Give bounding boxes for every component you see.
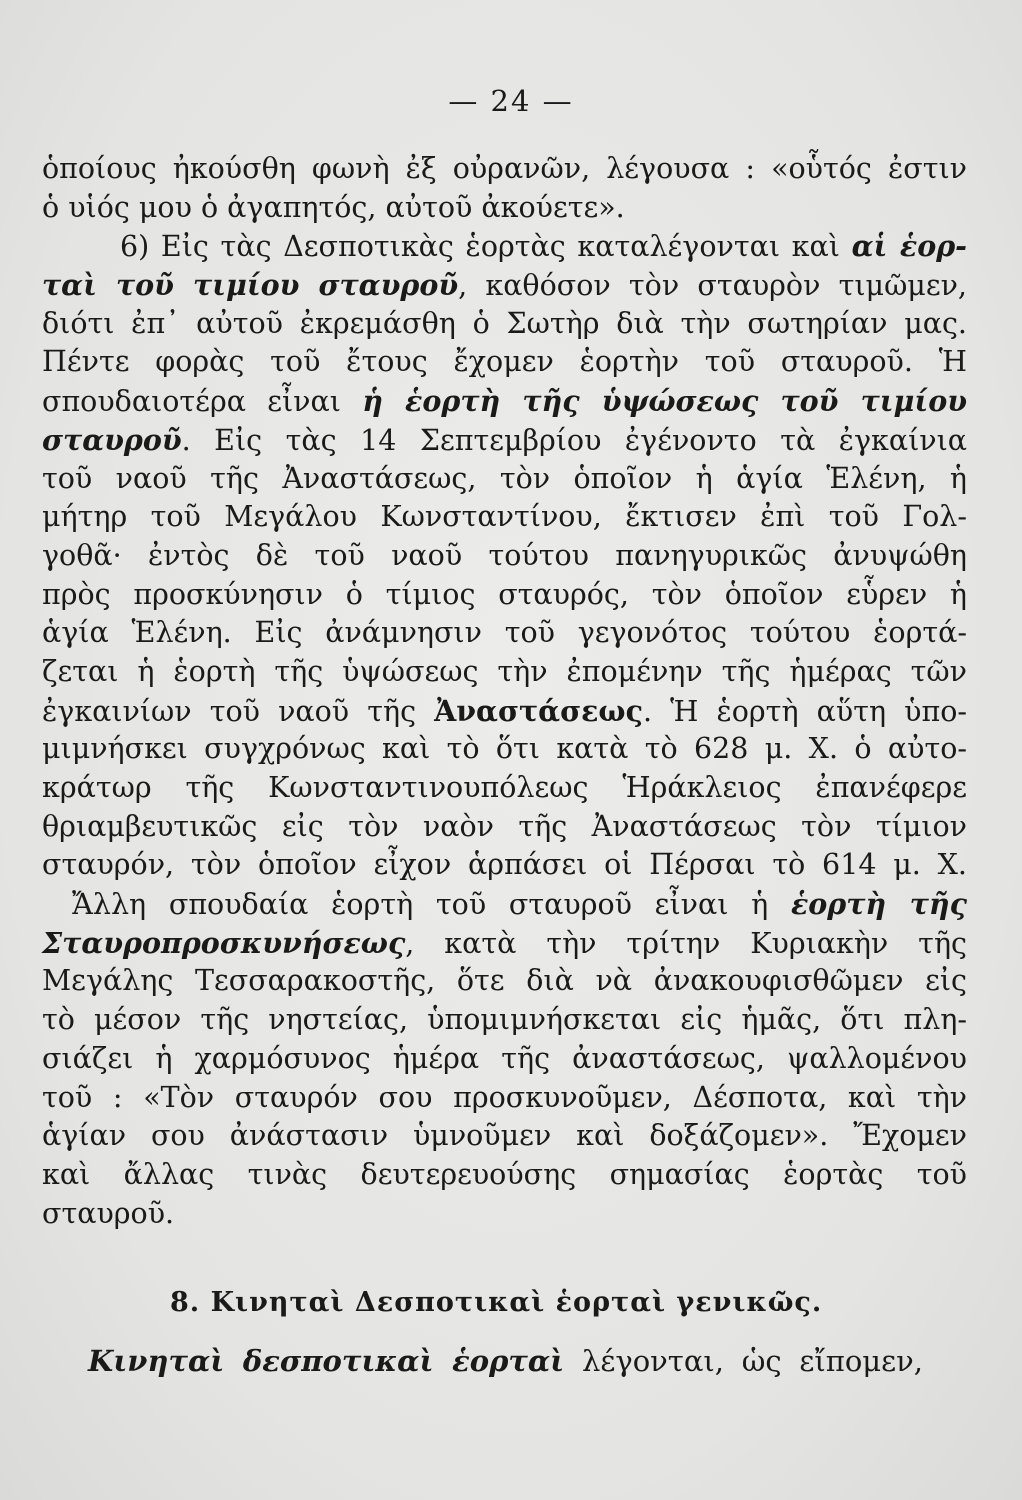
text-run: ἁγία Ἑλένη. Εἰς ἀνάμνησιν τοῦ γεγονότος τούτου ἑορτά- [42,616,967,650]
text-run: σπουδαιοτέρα εἶναι [42,385,363,419]
text-run: κράτωρ τῆς Κωνσταντινουπόλεως Ἡράκλειος ἐπανέφερε [42,771,967,804]
text-run: λέγονται, ὡς εἴπομεν, [564,1344,924,1378]
text-line [42,846,967,885]
text-run: . Ἡ ἑορτὴ αὕτη ὑπο- [642,694,967,728]
emphasized-text: Κινηταὶ δεσποτικαὶ ἑορταὶ [88,1344,565,1378]
text-run: θριαμβευτικῶς εἰς τὸν ναὸν τῆς Ἀναστάσεως τὸν τίμιον [42,809,967,843]
bold-text: Ἀναστάσεως [434,693,643,728]
text-run: ἐγκαινίων τοῦ ναοῦ τῆς [42,694,435,728]
text-run: , κατὰ τὴν τρίτην Κυριακὴν τῆς [405,926,967,960]
emphasized-text: σταυροῦ [42,422,182,457]
emphasized-text: ἑορτὴ τῆς [790,887,968,922]
text-run: 6) Εἰς τὰς Δεσποτικὰς ἑορτὰς καταλέγονται καὶ [120,230,852,264]
section-heading: 8. Κινηταὶ Δεσποτικαὶ ἑορταὶ γενικῶς. [170,1287,823,1318]
text-run: ὁ υἱός μου ὁ ἀγαπητός, αὐτοῦ ἀκούετε». [42,190,625,224]
text-run: Ἄλλη σπουδαία ἑορτὴ τοῦ σταυροῦ εἶναι ἡ [72,888,791,922]
text-run: μιμνήσκει συγχρόνως καὶ τὸ ὅτι κατὰ τὸ 628 μ. Χ. ὁ αὐτο- [42,732,967,766]
text-line [42,576,967,615]
text-line [42,730,967,769]
emphasized-text: Σταυροπροσκυνήσεως [42,925,406,960]
text-run: . Εἰς τὰς 14 Σεπτεμβρίου ἐγένοντο τὰ ἐγκαίνια [181,423,967,457]
emphasized-text: ταὶ τοῦ τιμίου σταυροῦ [42,268,459,303]
text-line [42,227,967,266]
text-line [42,614,967,653]
text-run: Μεγάλης Τεσσαρακοστῆς, ὅτε διὰ νὰ ἀνακουφισθῶμεν εἰς [42,964,967,998]
text-line [42,808,967,847]
text-line [42,885,967,924]
text-line [42,653,967,692]
text-line [42,692,967,731]
text-line [42,1195,967,1234]
text-line [42,924,967,963]
emphasized-text: αἱ ἑορ- [851,229,967,264]
text-run: σιάζει ἡ χαρμόσυνος ἡμέρα τῆς ἀναστάσεως, ψαλλομένου [42,1041,967,1075]
text-run: ἁγίαν σου ἀνάστασιν ὑμνοῦμεν καὶ δοξάζομεν». Ἔχομεν [42,1119,967,1153]
text-line [42,1079,967,1118]
text-line [42,962,967,1001]
text-run: μήτηρ τοῦ Μεγάλου Κωνσταντίνου, ἔκτισεν ἐπὶ τοῦ Γολ- [42,500,967,534]
text-line [42,382,967,421]
text-run: τὸ μέσον τῆς νηστείας, ὑπομιμνήσκεται εἰς ἡμᾶς, ὅτι πλη- [42,1003,967,1037]
page-number: — 24 — [448,84,574,118]
text-run: τοῦ ναοῦ τῆς Ἀναστάσεως, τὸν ὁποῖον ἡ ἁγία Ἑλένη, ἡ [42,461,967,495]
text-line [42,769,967,808]
text-run: γοθᾶ· ἐντὸς δὲ τοῦ ναοῦ τούτου πανηγυρικῶς ἀνυψώθη [42,538,967,572]
text-run: διότι ἐπ᾽ αὐτοῦ ἐκρεμάσθη ὁ Σωτὴρ διὰ τὴν σωτηρίαν μας. [42,306,967,340]
text-line [42,498,967,537]
text-run: τοῦ : «Τὸν σταυρόν σου προσκυνοῦμεν, Δέσποτα, καὶ τὴν [42,1080,967,1114]
text-line [42,1040,967,1079]
text-line [42,343,967,382]
text-line [42,537,967,576]
final-line [88,1344,923,1378]
text-run: σταυροῦ. [42,1196,175,1230]
text-run: , καθόσον τὸν σταυρὸν τιμῶμεν, [458,269,967,303]
text-run: Πέντε φορὰς τοῦ ἔτους ἔχομεν ἑορτὴν τοῦ σταυροῦ. Ἡ [42,345,967,379]
text-line [42,1001,967,1040]
text-line [42,305,967,344]
text-line [42,1156,967,1195]
emphasized-text: ἡ ἑορτὴ τῆς ὑψώσεως τοῦ τιμίου [362,384,967,419]
body-text [42,150,967,1233]
text-line [42,1117,967,1156]
text-run: πρὸς προσκύνησιν ὁ τίμιος σταυρός, τὸν ὁποῖον εὗρεν ἡ [42,577,967,611]
text-line [42,189,967,228]
text-line [42,266,967,305]
text-run: ζεται ἡ ἑορτὴ τῆς ὑψώσεως τὴν ἐπομένην τῆς ἡμέρας τῶν [42,654,967,688]
text-run: καὶ ἄλλας τινὰς δευτερευούσης σημασίας ἑορτὰς τοῦ [42,1157,967,1191]
text-line [42,460,967,499]
text-line [42,421,967,460]
text-run: ὁποίους ἠκούσθη φωνὴ ἐξ οὐρανῶν, λέγουσα : «οὗτός ἐστιν [42,152,967,185]
text-line [42,150,967,189]
text-run: σταυρόν, τὸν ὁποῖον εἶχον ἁρπάσει οἱ Πέρσαι τὸ 614 μ. Χ. [42,848,967,882]
